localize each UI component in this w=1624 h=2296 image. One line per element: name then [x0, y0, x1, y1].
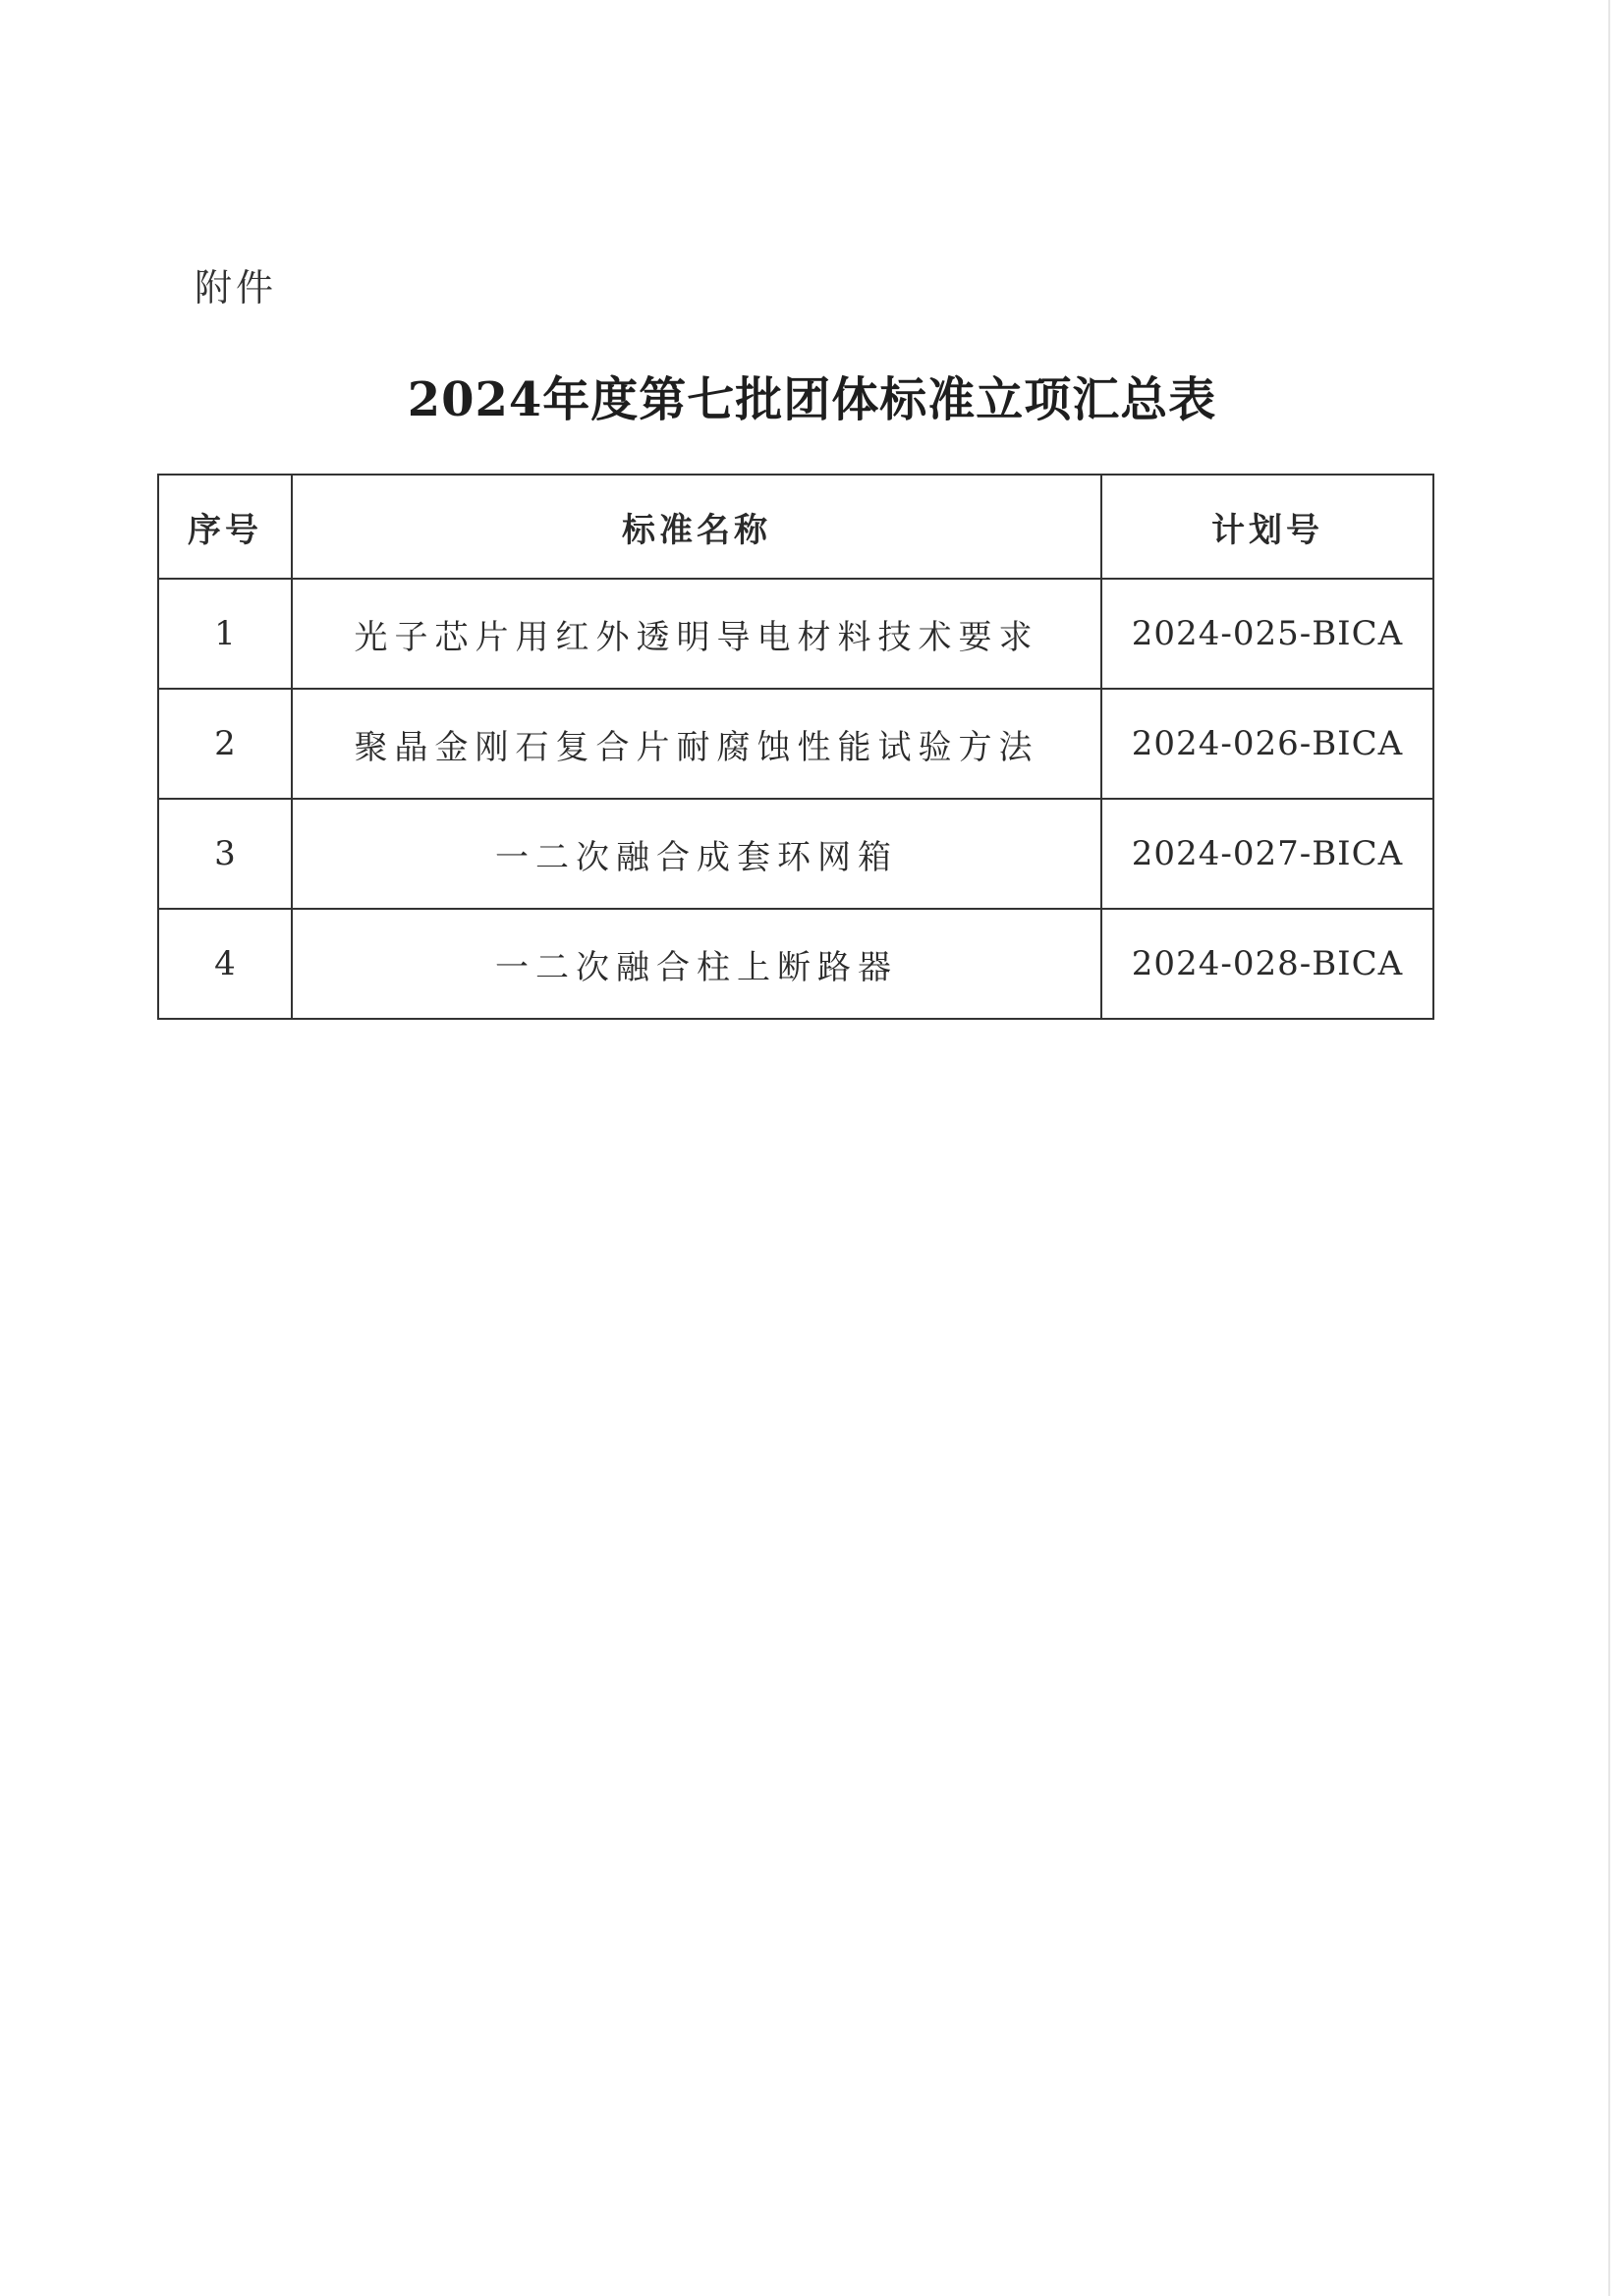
document-title: 2024年度第七批团体标准立项汇总表 [407, 372, 1217, 427]
row-plan-number: 2024-025-BICA [1101, 579, 1433, 689]
table-row [158, 689, 1433, 799]
table-header-row [158, 475, 1433, 579]
row-index: 2 [158, 689, 292, 799]
header-standard-name: 标准名称 [292, 475, 1101, 579]
row-standard-name: 一二次融合成套环网箱 [292, 799, 1101, 909]
header-plan-number: 计划号 [1101, 475, 1433, 579]
page-edge-shadow [1608, 0, 1610, 2296]
row-standard-name: 聚晶金刚石复合片耐腐蚀性能试验方法 [292, 689, 1101, 799]
row-standard-name: 光子芯片用红外透明导电材料技术要求 [292, 579, 1101, 689]
table-row [158, 579, 1433, 689]
row-plan-number: 2024-028-BICA [1101, 909, 1433, 1019]
row-index: 3 [158, 799, 292, 909]
table-row [158, 799, 1433, 909]
row-plan-number: 2024-026-BICA [1101, 689, 1433, 799]
attachment-label: 附件 [195, 266, 278, 309]
row-plan-number: 2024-027-BICA [1101, 799, 1433, 909]
header-index: 序号 [158, 475, 292, 579]
standards-summary-table [157, 474, 1434, 1020]
table-row [158, 909, 1433, 1019]
row-index: 4 [158, 909, 292, 1019]
row-standard-name: 一二次融合柱上断路器 [292, 909, 1101, 1019]
row-index: 1 [158, 579, 292, 689]
